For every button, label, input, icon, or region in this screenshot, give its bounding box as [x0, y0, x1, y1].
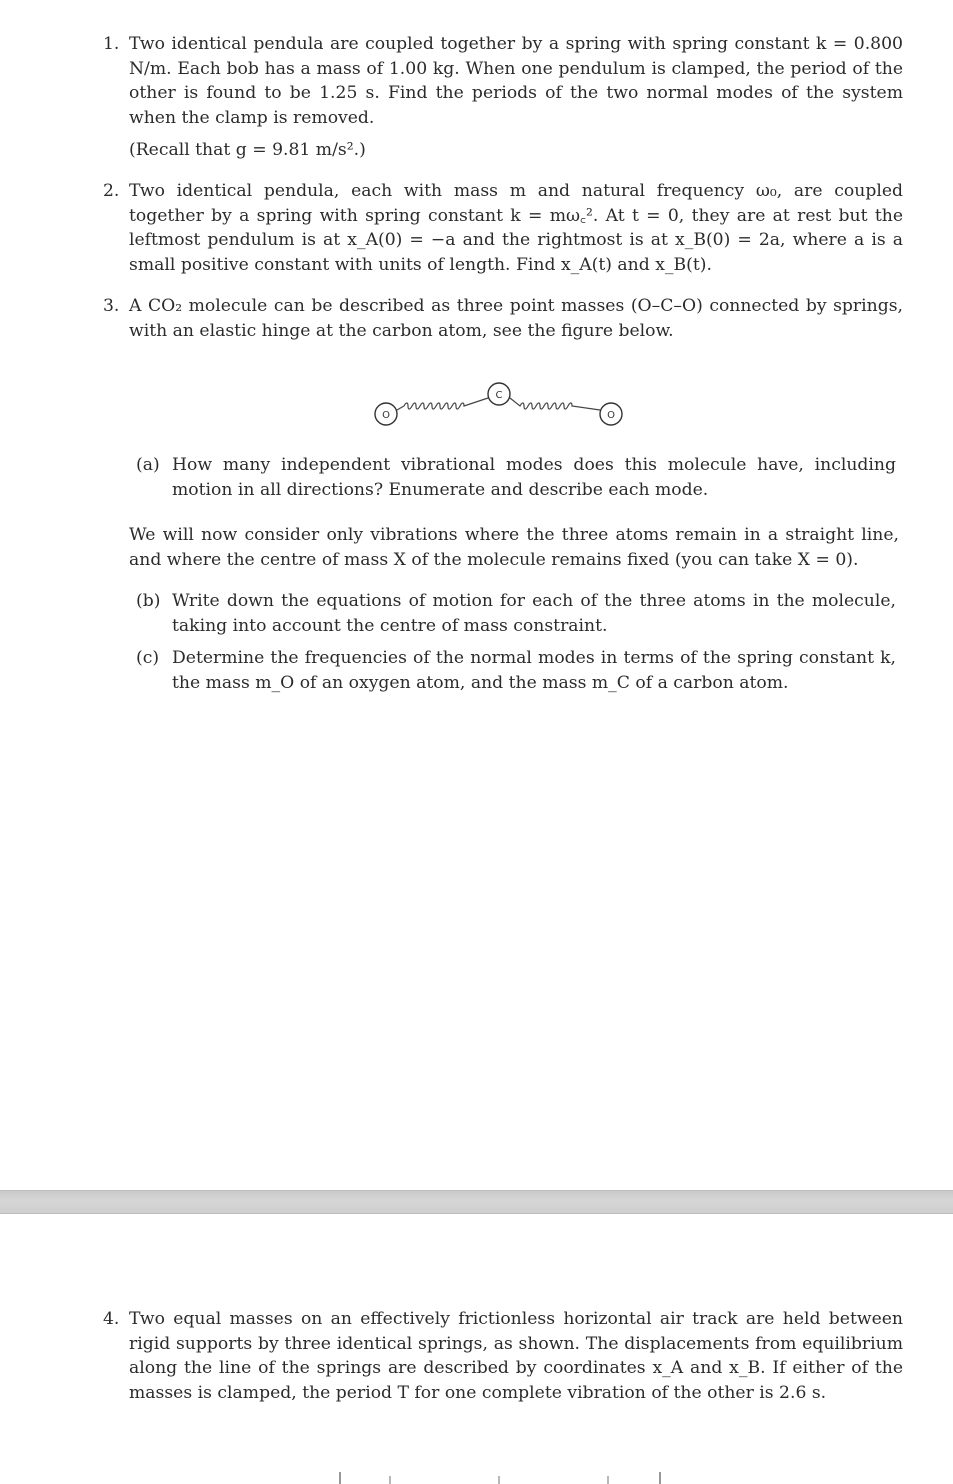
carbon-label: C — [495, 390, 503, 401]
part-text: How many independent vibrational modes does this molecule have, including motion in all directions? Enumerate and describe each mode. — [172, 455, 896, 500]
problem-text: Two equal masses on an effectively frictionless horizontal air track are held between rigid supports by three identical springs, as shown. The displacements from equilibrium along the line of the springs are described by coordinates x_A and x_B. If either of the masses is clamped, the period T for one complete vibration of the other is 2.6 s. — [129, 1309, 903, 1403]
part-label: (c) — [136, 648, 160, 668]
problem-text: Two identical pendula, each with mass m and natural frequency ω₀, are coupled together by a spring with spring constant k = mω꜀². At t = 0, they are at rest but the leftmost pendulum is at x_A(0) = −a and the rightmost is at x_B(0) = 2a, where a is a small positive constant with units of length. Find x_A(t) and x_B(t). — [129, 181, 903, 275]
problem-1 — [103, 32, 903, 163]
part-label: (b) — [136, 591, 161, 611]
problem-3-part-b — [136, 589, 896, 638]
spring-left — [397, 398, 488, 410]
problem-3-interlude: We will now consider only vibrations where the three atoms remain in a straight line, and where the centre of mass X of the molecule remains fixed (you can take X = 0). — [129, 525, 899, 570]
problem-text: Two identical pendula are coupled together by a spring with spring constant k = 0.800 N/m. Each bob has a mass of 1.00 kg. When one pendulum is clamped, the period of the other is found to be 1.25 s. Find the periods of the two normal modes of the system when the clamp is removed. — [129, 34, 903, 128]
oxygen-label-left: O — [382, 410, 390, 421]
problem-number: 3. — [103, 296, 120, 316]
oxygen-label-right: O — [607, 410, 615, 421]
problem-text: A CO₂ molecule can be described as three point masses (O–C–O) connected by springs, with an elastic hinge at the carbon atom, see the figure below. — [129, 296, 903, 341]
page-separator — [0, 1190, 953, 1214]
page-2 — [0, 1212, 953, 1484]
problem-3-part-a — [136, 453, 896, 502]
spring-right — [510, 398, 600, 410]
part-label: (a) — [136, 455, 160, 475]
part-text: Determine the frequencies of the normal modes in terms of the spring constant k, the mass m_O of an oxygen atom, and the mass m_C of a carbon atom. — [172, 648, 896, 693]
co2-diagram — [370, 376, 628, 432]
problem-number: 4. — [103, 1309, 120, 1329]
cropped-figure-tops — [0, 1462, 953, 1484]
co2-molecule-figure — [370, 376, 628, 432]
part-text: Write down the equations of motion for each of the three atoms in the molecule, taking into account the centre of mass constraint. — [172, 591, 896, 636]
problem-number: 1. — [103, 34, 120, 54]
problem-number: 2. — [103, 181, 120, 201]
problem-3 — [103, 294, 903, 343]
problem-2 — [103, 179, 903, 277]
problem-3-part-c — [136, 646, 896, 695]
problem-note: (Recall that g = 9.81 m/s².) — [129, 140, 366, 160]
problem-4 — [103, 1307, 903, 1405]
